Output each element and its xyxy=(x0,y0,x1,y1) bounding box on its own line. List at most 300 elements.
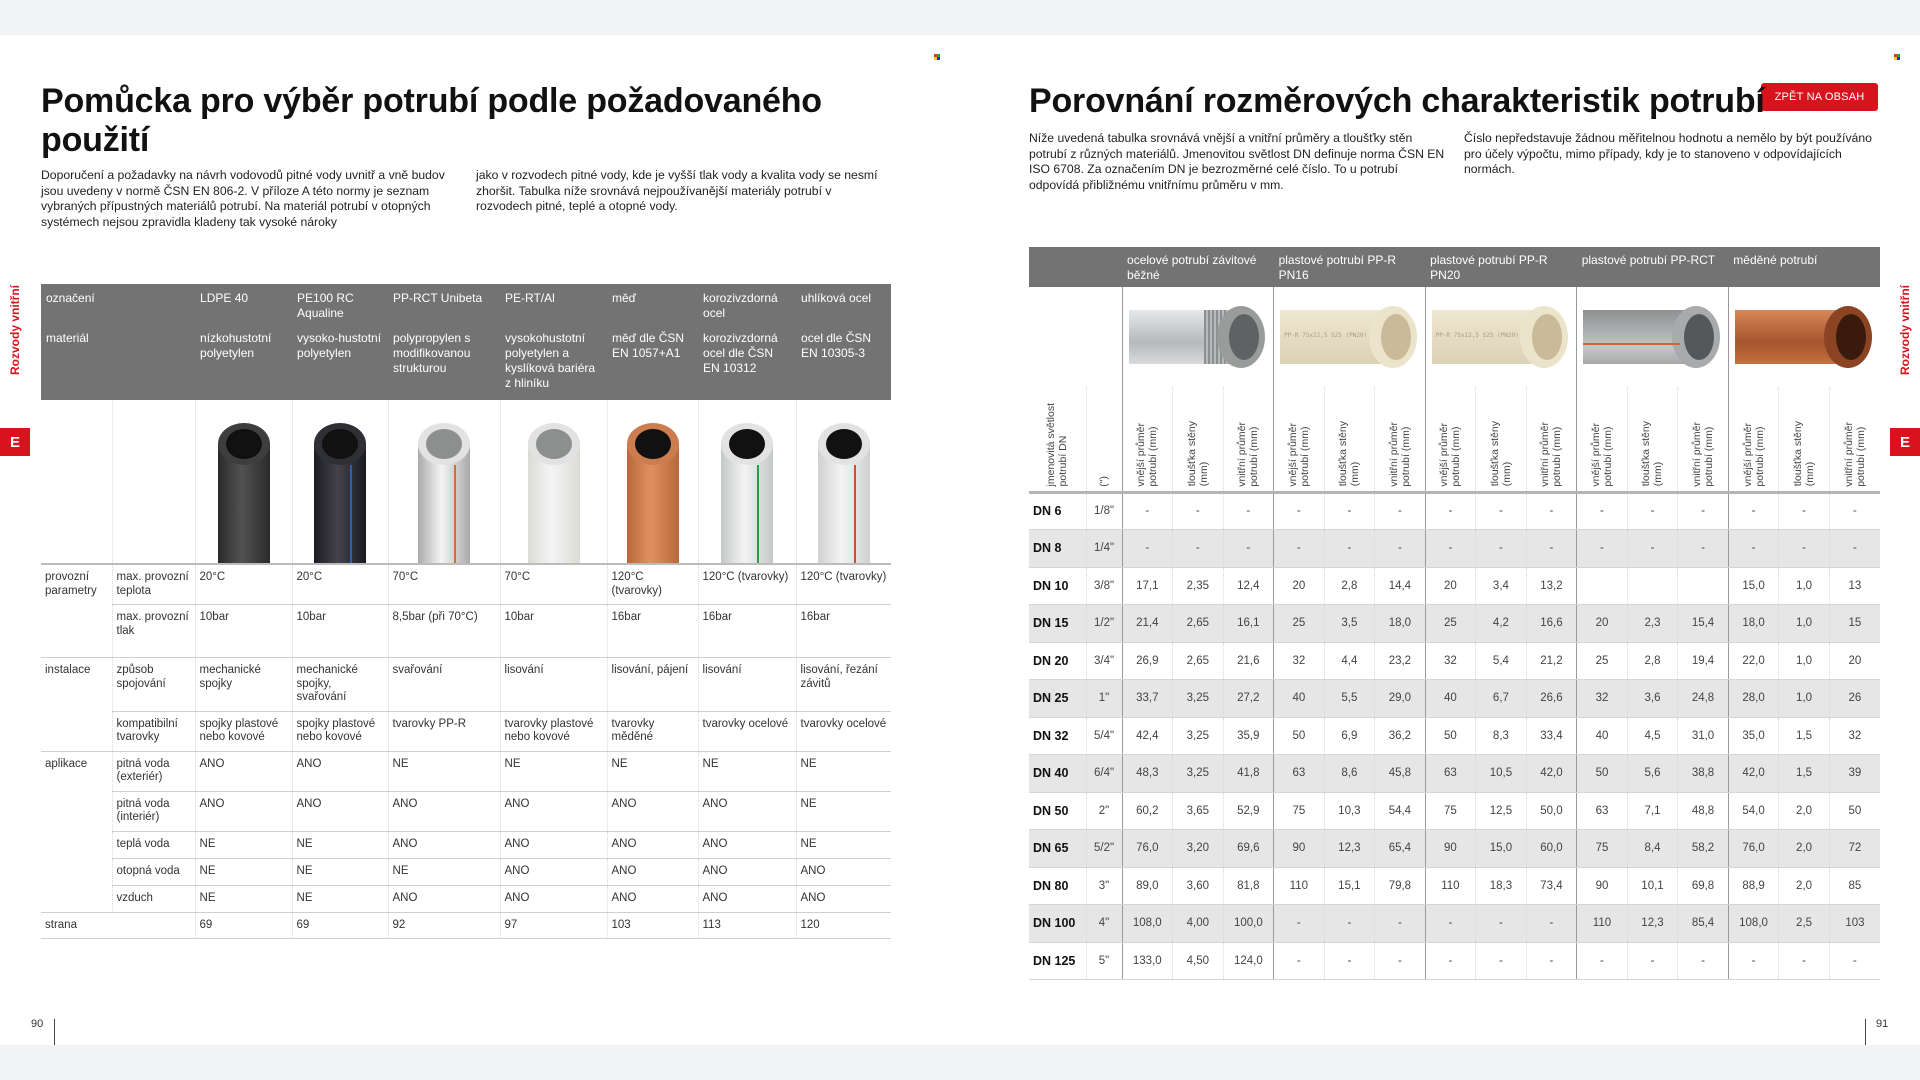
table-cell: NE xyxy=(292,831,388,858)
pipe-type-header: měděné potrubí xyxy=(1728,247,1880,287)
table-cell: 12,3 xyxy=(1627,905,1678,943)
page-reference-link[interactable]: 103 xyxy=(607,912,698,939)
table-cell: 26 xyxy=(1829,680,1880,718)
pipe-photo xyxy=(812,423,876,563)
table-cell: 12,3 xyxy=(1324,830,1375,868)
row-label: max. provozní tlak xyxy=(112,605,195,658)
table-cell: 3,60 xyxy=(1173,867,1224,905)
table-cell: ANO xyxy=(607,791,698,831)
table-cell: 69,6 xyxy=(1223,830,1274,868)
pipe-photo-cell xyxy=(607,400,698,564)
table-cell: 13 xyxy=(1829,567,1880,605)
table-cell: - xyxy=(1627,530,1678,568)
pipe-photo xyxy=(1583,306,1720,368)
table-cell: 50 xyxy=(1274,717,1325,755)
table-cell: 81,8 xyxy=(1223,867,1274,905)
table-cell: - xyxy=(1779,492,1830,530)
table-cell: 73,4 xyxy=(1526,867,1577,905)
table-cell: 2,0 xyxy=(1779,867,1830,905)
pipe-photo xyxy=(1432,306,1569,368)
pipe-type-header: plastové potrubí PP-R PN16 xyxy=(1274,247,1426,287)
table-cell: - xyxy=(1375,492,1426,530)
right-page-number: 91 xyxy=(1876,1018,1889,1030)
table-cell: NE xyxy=(698,751,796,791)
table-cell: 42,4 xyxy=(1122,717,1173,755)
table-cell: 21,2 xyxy=(1526,642,1577,680)
inch-column-header xyxy=(1086,387,1122,492)
pipe-photo-cell xyxy=(388,400,500,564)
table-cell: 2,5 xyxy=(1779,905,1830,943)
table-cell: - xyxy=(1425,942,1476,980)
table-cell: 45,8 xyxy=(1375,755,1426,793)
pipe-photo-cell xyxy=(1577,287,1729,387)
table-cell: 4,00 xyxy=(1173,905,1224,943)
table-cell: 27,2 xyxy=(1223,680,1274,718)
table-cell: - xyxy=(1829,942,1880,980)
table-cell: 40 xyxy=(1425,680,1476,718)
table-cell: - xyxy=(1577,942,1628,980)
dimension-column-header xyxy=(1476,387,1527,492)
table-cell: 16,1 xyxy=(1223,605,1274,643)
table-cell: 16,6 xyxy=(1526,605,1577,643)
side-tab-letter: E xyxy=(0,428,30,456)
column-label-row xyxy=(1029,387,1880,492)
table-cell: 20 xyxy=(1425,567,1476,605)
left-page-title: Pomůcka pro výběr potrubí podle požadovaného použití xyxy=(41,82,822,159)
table-row xyxy=(1029,492,1880,530)
table-cell: - xyxy=(1526,905,1577,943)
table-row xyxy=(1029,530,1880,568)
dn-cell: DN 32 xyxy=(1029,717,1086,755)
table-cell: NE xyxy=(195,885,292,912)
table-cell: - xyxy=(1223,492,1274,530)
table-row xyxy=(41,751,891,791)
table-cell: 108,0 xyxy=(1122,905,1173,943)
inch-cell: 5/2" xyxy=(1086,830,1122,868)
table-cell: 20 xyxy=(1274,567,1325,605)
table-cell: 15,4 xyxy=(1678,605,1729,643)
group-label: instalace xyxy=(41,658,112,752)
dimension-column-header xyxy=(1173,387,1224,492)
table-cell: - xyxy=(1627,492,1678,530)
pipe-photo xyxy=(212,423,276,563)
table-cell: 120°C (tvarovky) xyxy=(796,564,891,605)
dimension-column-header xyxy=(1526,387,1577,492)
table-cell: - xyxy=(1223,530,1274,568)
dimension-column-header xyxy=(1274,387,1325,492)
dimension-column-header xyxy=(1627,387,1678,492)
table-cell: 29,0 xyxy=(1375,680,1426,718)
page-reference-link[interactable]: 92 xyxy=(388,912,500,939)
table-cell: 5,4 xyxy=(1476,642,1527,680)
table-cell: NE xyxy=(195,858,292,885)
table-cell: 15,0 xyxy=(1476,830,1527,868)
table-cell: 3,65 xyxy=(1173,792,1224,830)
dimension-label: vnější průměr potrubí (mm) xyxy=(1135,422,1160,487)
table-cell: ANO xyxy=(500,791,607,831)
table-cell: 88,9 xyxy=(1728,867,1779,905)
table-cell: 1,5 xyxy=(1779,717,1830,755)
table-cell: 8,4 xyxy=(1627,830,1678,868)
table-cell: 3,5 xyxy=(1324,605,1375,643)
table-cell: NE xyxy=(292,858,388,885)
row-label: způsob spojování xyxy=(112,658,195,712)
table-cell: 70°C xyxy=(388,564,500,605)
designation-cell: PP-RCT Unibeta xyxy=(388,284,500,326)
table-cell: - xyxy=(1577,492,1628,530)
row-label: max. provozní teplota xyxy=(112,564,195,605)
pipe-type-header: ocelové potrubí závitové běžné xyxy=(1122,247,1274,287)
table-cell: 2,3 xyxy=(1627,605,1678,643)
table-cell: NE xyxy=(388,858,500,885)
pipe-photo xyxy=(621,423,685,563)
dimension-label: vnější průměr potrubí (mm) xyxy=(1589,422,1614,487)
left-intro-col1: Doporučení a požadavky na návrh vodovodů pitné vody uvnitř a vně budov jsou uvedeny v normě ČSN EN 806-2. V příloze A této normy je seznam vybraných přípustných materiálů potrubí. Na materiál potrubí v otopných systémech nejsou zpravidla kladeny tak vysoké nároky xyxy=(41,168,445,229)
table-cell: 85 xyxy=(1829,867,1880,905)
pipe-print-text: PP-R 75x12,5 S25 (PN20) xyxy=(1435,332,1519,339)
inch-cell: 3/8" xyxy=(1086,567,1122,605)
dn-cell: DN 50 xyxy=(1029,792,1086,830)
table-cell: 20°C xyxy=(292,564,388,605)
table-cell: ANO xyxy=(698,831,796,858)
table-cell: - xyxy=(1476,530,1527,568)
table-cell: ANO xyxy=(195,751,292,791)
table-cell: - xyxy=(1274,905,1325,943)
table-cell: 89,0 xyxy=(1122,867,1173,905)
table-row xyxy=(1029,567,1880,605)
table-cell: - xyxy=(1678,942,1729,980)
table-row xyxy=(41,858,891,885)
table-row xyxy=(1029,642,1880,680)
row-label: otopná voda xyxy=(112,858,195,885)
table-cell: 7,1 xyxy=(1627,792,1678,830)
inch-cell: 3" xyxy=(1086,867,1122,905)
pipe-photo-cell xyxy=(500,400,607,564)
table-cell: spojky plastové nebo kovové xyxy=(292,711,388,751)
dimension-column-header xyxy=(1577,387,1628,492)
table-cell: 10bar xyxy=(292,605,388,658)
material-cell: vysokohustotní polyetylen a kyslíková bariéra z hliníku xyxy=(500,326,607,400)
table-cell: - xyxy=(1122,530,1173,568)
inch-cell: 5" xyxy=(1086,942,1122,980)
registration-mark-icon xyxy=(934,54,940,60)
page-reference-link[interactable]: 69 xyxy=(292,912,388,939)
table-cell: - xyxy=(1173,492,1224,530)
table-cell: lisování, řezání závitů xyxy=(796,658,891,712)
table-cell: 1,0 xyxy=(1779,605,1830,643)
material-cell: korozivzdorná ocel dle ČSN EN 10312 xyxy=(698,326,796,400)
side-tab-left[interactable] xyxy=(0,285,30,485)
table-cell: 2,65 xyxy=(1173,605,1224,643)
pipe-photo-cell xyxy=(195,400,292,564)
table-cell: 110 xyxy=(1577,905,1628,943)
table-cell: 39 xyxy=(1829,755,1880,793)
table-cell: 1,5 xyxy=(1779,755,1830,793)
pipe-type-header: plastové potrubí PP-R PN20 xyxy=(1425,247,1577,287)
inch-cell: 5/4" xyxy=(1086,717,1122,755)
page-reference-link[interactable]: 120 xyxy=(796,912,891,939)
table-cell: 90 xyxy=(1274,830,1325,868)
inch-cell: 1/2" xyxy=(1086,605,1122,643)
side-tab-letter: E xyxy=(1890,428,1920,456)
table-cell: 48,3 xyxy=(1122,755,1173,793)
row-label: pitná voda (exteriér) xyxy=(112,751,195,791)
material-cell: vysoko-hustotní polyetylen xyxy=(292,326,388,400)
table-cell: ANO xyxy=(698,858,796,885)
table-cell: 32 xyxy=(1425,642,1476,680)
dn-cell: DN 15 xyxy=(1029,605,1086,643)
table-cell: NE xyxy=(500,751,607,791)
dimension-label: vnější průměr potrubí (mm) xyxy=(1438,422,1463,487)
dn-column-header xyxy=(1029,387,1086,492)
table-cell: tvarovky ocelové xyxy=(698,711,796,751)
side-tab-label: Rozvody vnitřní xyxy=(8,285,22,376)
table-cell: - xyxy=(1324,492,1375,530)
inch-cell: 1/4" xyxy=(1086,530,1122,568)
table-cell: 10,1 xyxy=(1627,867,1678,905)
table-cell: 19,4 xyxy=(1678,642,1729,680)
registration-mark-icon xyxy=(1894,54,1900,60)
table-cell: 3,20 xyxy=(1173,830,1224,868)
table-cell: 2,65 xyxy=(1173,642,1224,680)
table-cell: 18,0 xyxy=(1728,605,1779,643)
table-cell: 120°C (tvarovky) xyxy=(607,564,698,605)
table-cell: - xyxy=(1324,905,1375,943)
table-row xyxy=(1029,792,1880,830)
table-cell: 40 xyxy=(1274,680,1325,718)
table-cell: 4,4 xyxy=(1324,642,1375,680)
page-number-rule xyxy=(1865,1019,1866,1045)
table-cell: - xyxy=(1425,905,1476,943)
table-cell: ANO xyxy=(500,858,607,885)
table-cell: 108,0 xyxy=(1728,905,1779,943)
table-cell: - xyxy=(1779,530,1830,568)
table-cell: tvarovky PP-R xyxy=(388,711,500,751)
empty-cell xyxy=(1029,287,1122,387)
page-number-rule xyxy=(54,1019,55,1045)
page-reference-link[interactable]: 69 xyxy=(195,912,292,939)
table-cell: 20°C xyxy=(195,564,292,605)
table-cell: 63 xyxy=(1425,755,1476,793)
table-cell: 4,50 xyxy=(1173,942,1224,980)
table-row xyxy=(1029,867,1880,905)
dimension-label: tloušťka stěny (mm) xyxy=(1640,421,1665,487)
table-row xyxy=(41,711,891,751)
table-cell: 133,0 xyxy=(1122,942,1173,980)
table-cell: lisování, pájení xyxy=(607,658,698,712)
top-bar xyxy=(0,0,1920,35)
table-cell: 16bar xyxy=(698,605,796,658)
table-cell: 32 xyxy=(1829,717,1880,755)
side-tab-right[interactable] xyxy=(1890,285,1920,485)
table-cell: 69,8 xyxy=(1678,867,1729,905)
table-row xyxy=(41,564,891,605)
dimension-label: vnější průměr potrubí (mm) xyxy=(1741,422,1766,487)
table-cell: 58,2 xyxy=(1678,830,1729,868)
material-cell: polypropylen s modifikovanou strukturou xyxy=(388,326,500,400)
dn-cell: DN 25 xyxy=(1029,680,1086,718)
table-cell: 14,4 xyxy=(1375,567,1426,605)
table-cell: 33,4 xyxy=(1526,717,1577,755)
table-row xyxy=(41,658,891,712)
table-cell: 8,6 xyxy=(1324,755,1375,793)
table-row xyxy=(1029,942,1880,980)
table-cell: - xyxy=(1425,530,1476,568)
pipe-photo xyxy=(412,423,476,563)
table-cell: 75 xyxy=(1577,830,1628,868)
dimension-column-header xyxy=(1678,387,1729,492)
table-cell: 25 xyxy=(1577,642,1628,680)
table-row xyxy=(41,885,891,912)
table-cell: 3,25 xyxy=(1173,680,1224,718)
table-cell: NE xyxy=(195,831,292,858)
table-cell: - xyxy=(1577,530,1628,568)
table-cell: 10,5 xyxy=(1476,755,1527,793)
table-cell: 8,5bar (při 70°C) xyxy=(388,605,500,658)
table-cell: 21,4 xyxy=(1122,605,1173,643)
table-cell: 15,0 xyxy=(1728,567,1779,605)
table-cell: ANO xyxy=(195,791,292,831)
pipe-photo-cell xyxy=(1425,287,1577,387)
material-cell: ocel dle ČSN EN 10305-3 xyxy=(796,326,891,400)
pipe-photo-cell xyxy=(1122,287,1274,387)
table-cell: 2,8 xyxy=(1627,642,1678,680)
table-cell: 63 xyxy=(1577,792,1628,830)
table-cell: 33,7 xyxy=(1122,680,1173,718)
table-cell: NE xyxy=(796,751,891,791)
table-cell: ANO xyxy=(292,791,388,831)
table-cell: 90 xyxy=(1577,867,1628,905)
dn-cell: DN 80 xyxy=(1029,867,1086,905)
table-cell: 28,0 xyxy=(1728,680,1779,718)
pipe-print-text: PP-R 75x12,5 S25 (PN20) xyxy=(1284,332,1368,339)
table-cell: 35,9 xyxy=(1223,717,1274,755)
pipe-photo-cell xyxy=(796,400,891,564)
table-cell: 50 xyxy=(1577,755,1628,793)
dimension-label: vnitřní průměr potrubí (mm) xyxy=(1387,421,1412,487)
table-cell: 23,2 xyxy=(1375,642,1426,680)
table-cell: 32 xyxy=(1274,642,1325,680)
material-cell: nízkohustotní polyetylen xyxy=(195,326,292,400)
table-cell: lisování xyxy=(698,658,796,712)
table-cell: 22,0 xyxy=(1728,642,1779,680)
table-cell: 2,0 xyxy=(1779,792,1830,830)
table-cell: - xyxy=(1728,492,1779,530)
table-cell: spojky plastové nebo kovové xyxy=(195,711,292,751)
table-cell: 35,0 xyxy=(1728,717,1779,755)
table-row xyxy=(1029,680,1880,718)
inch-label: (") xyxy=(1098,475,1111,487)
table-cell: 20 xyxy=(1577,605,1628,643)
pipe-photo xyxy=(1280,306,1417,368)
row-label: pitná voda (interiér) xyxy=(112,791,195,831)
table-cell: 52,9 xyxy=(1223,792,1274,830)
table-cell: - xyxy=(1324,530,1375,568)
page-reference-link[interactable]: 97 xyxy=(500,912,607,939)
dimension-label: tloušťka stěny (mm) xyxy=(1185,421,1210,487)
table-cell: 3,25 xyxy=(1173,717,1224,755)
table-cell: - xyxy=(1375,942,1426,980)
designation-header-row xyxy=(41,284,891,326)
table-cell: 32 xyxy=(1577,680,1628,718)
left-page-number: 90 xyxy=(31,1018,44,1030)
back-to-contents-button[interactable]: ZPĚT NA OBSAH xyxy=(1761,83,1878,111)
row-label: kompatibilní tvarovky xyxy=(112,711,195,751)
table-cell: 76,0 xyxy=(1728,830,1779,868)
pipe-photo xyxy=(1735,306,1872,368)
designation-cell: měď xyxy=(607,284,698,326)
table-cell: 1,0 xyxy=(1779,680,1830,718)
table-cell: NE xyxy=(796,791,891,831)
empty-header xyxy=(1029,247,1122,287)
table-cell: 18,0 xyxy=(1375,605,1426,643)
table-cell: - xyxy=(1526,942,1577,980)
table-cell: 2,8 xyxy=(1324,567,1375,605)
table-cell: - xyxy=(1274,530,1325,568)
table-cell: 3,4 xyxy=(1476,567,1527,605)
table-cell: 1,0 xyxy=(1779,642,1830,680)
table-cell: 85,4 xyxy=(1678,905,1729,943)
table-cell: NE xyxy=(388,751,500,791)
table-cell: 124,0 xyxy=(1223,942,1274,980)
material-header-row xyxy=(41,326,891,400)
table-cell: - xyxy=(1678,530,1729,568)
page-spread xyxy=(0,35,1920,1045)
table-cell: 31,0 xyxy=(1678,717,1729,755)
table-cell: 54,0 xyxy=(1728,792,1779,830)
table-cell: ANO xyxy=(500,885,607,912)
table-cell: 2,0 xyxy=(1779,830,1830,868)
table-cell: 65,4 xyxy=(1375,830,1426,868)
dimension-label: tloušťka stěny (mm) xyxy=(1488,421,1513,487)
pipe-photo-cell xyxy=(698,400,796,564)
table-cell: 13,2 xyxy=(1526,567,1577,605)
table-cell: - xyxy=(1476,492,1527,530)
page-reference-link[interactable]: 113 xyxy=(698,912,796,939)
pipe-photo xyxy=(522,423,586,563)
dimension-label: vnější průměr potrubí (mm) xyxy=(1286,422,1311,487)
table-cell: NE xyxy=(292,885,388,912)
table-cell: - xyxy=(1476,942,1527,980)
inch-cell: 2" xyxy=(1086,792,1122,830)
table-cell: - xyxy=(1779,942,1830,980)
table-cell: - xyxy=(1829,492,1880,530)
dn-cell: DN 125 xyxy=(1029,942,1086,980)
table-cell: 48,8 xyxy=(1678,792,1729,830)
table-row xyxy=(1029,717,1880,755)
table-row xyxy=(1029,755,1880,793)
dn-cell: DN 10 xyxy=(1029,567,1086,605)
table-cell: - xyxy=(1829,530,1880,568)
pipe-photo xyxy=(308,423,372,563)
table-cell: 42,0 xyxy=(1526,755,1577,793)
dimension-column-header xyxy=(1728,387,1779,492)
material-selection-table xyxy=(41,284,891,939)
table-cell: tvarovky plastové nebo kovové xyxy=(500,711,607,751)
table-cell: 60,0 xyxy=(1526,830,1577,868)
table-cell xyxy=(1627,567,1678,605)
table-cell: 24,8 xyxy=(1678,680,1729,718)
dimension-column-header xyxy=(1223,387,1274,492)
table-cell: - xyxy=(1678,492,1729,530)
designation-header-label: označení xyxy=(41,284,195,326)
table-cell: tvarovky ocelové xyxy=(796,711,891,751)
table-cell: 2,35 xyxy=(1173,567,1224,605)
table-cell: ANO xyxy=(607,831,698,858)
table-cell: 110 xyxy=(1274,867,1325,905)
table-cell: 16bar xyxy=(796,605,891,658)
table-cell: 10,3 xyxy=(1324,792,1375,830)
